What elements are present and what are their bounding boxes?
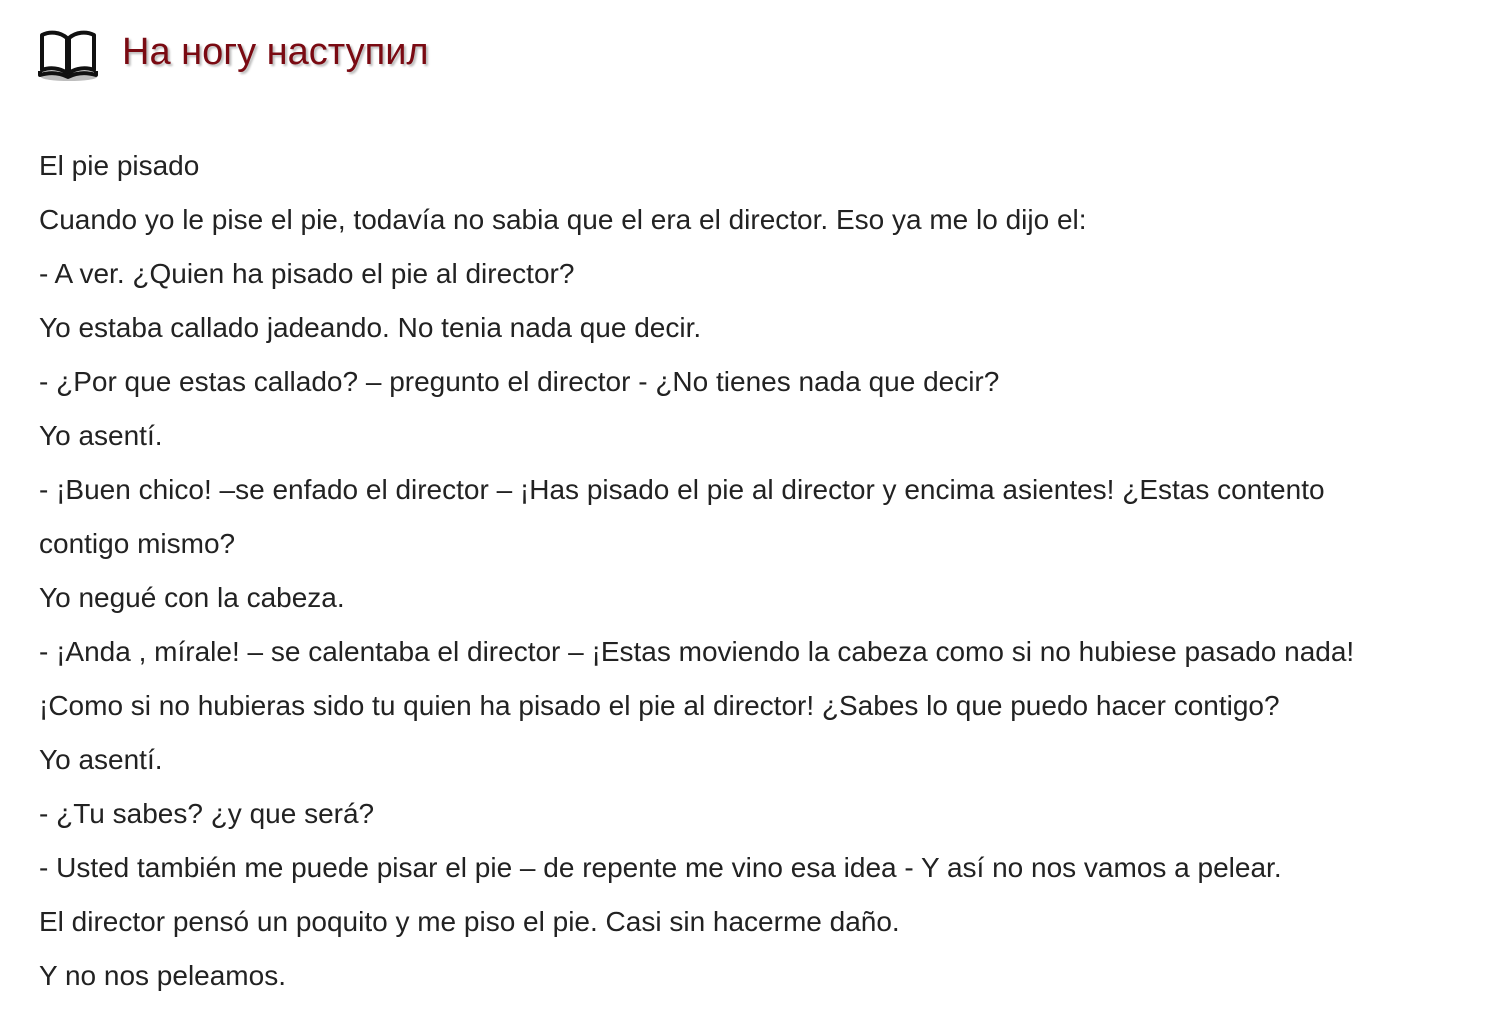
- story-line: - ¡Buen chico! –se enfado el director – ¡Has pisado el pie al director y encima asientes! ¿Estas contento: [39, 474, 1325, 505]
- story-line: Cuando yo le pise el pie, todavía no sabia que el era el director. Eso ya me lo dijo el:: [39, 204, 1087, 235]
- page-header: [38, 26, 429, 84]
- open-book-icon: [38, 27, 98, 83]
- story-line: Yo asentí.: [39, 744, 163, 775]
- story-line: Y no nos peleamos.: [39, 960, 286, 991]
- story-line: El pie pisado: [39, 150, 200, 181]
- story-line: ¡Como si no hubieras sido tu quien ha pisado el pie al director! ¿Sabes lo que puedo hacer contigo?: [39, 690, 1280, 721]
- story-line: Yo asentí.: [39, 420, 163, 451]
- story-line: - ¿Tu sabes? ¿y que será?: [39, 798, 375, 829]
- story-line: Yo negué con la cabeza.: [39, 582, 345, 613]
- story-line: - A ver. ¿Quien ha pisado el pie al director?: [39, 258, 575, 289]
- story-line: contigo mismo?: [39, 528, 236, 559]
- story-line: - ¡Anda , mírale! – se calentaba el director – ¡Estas moviendo la cabeza como si no hubiese pasado nada!: [39, 636, 1355, 667]
- story-line: Yo estaba callado jadeando. No tenia nada que decir.: [39, 312, 702, 343]
- story-line: - ¿Por que estas callado? – pregunto el director - ¿No tienes nada que decir?: [39, 366, 1000, 397]
- story-line: El director pensó un poquito y me piso el pie. Casi sin hacerme daño.: [39, 906, 900, 937]
- story-text: [39, 139, 1469, 1003]
- page-title: На ногу наступил: [122, 31, 429, 73]
- story-line: - Usted también me puede pisar el pie – de repente me vino esa idea - Y así no nos vamos a pelear.: [39, 852, 1282, 883]
